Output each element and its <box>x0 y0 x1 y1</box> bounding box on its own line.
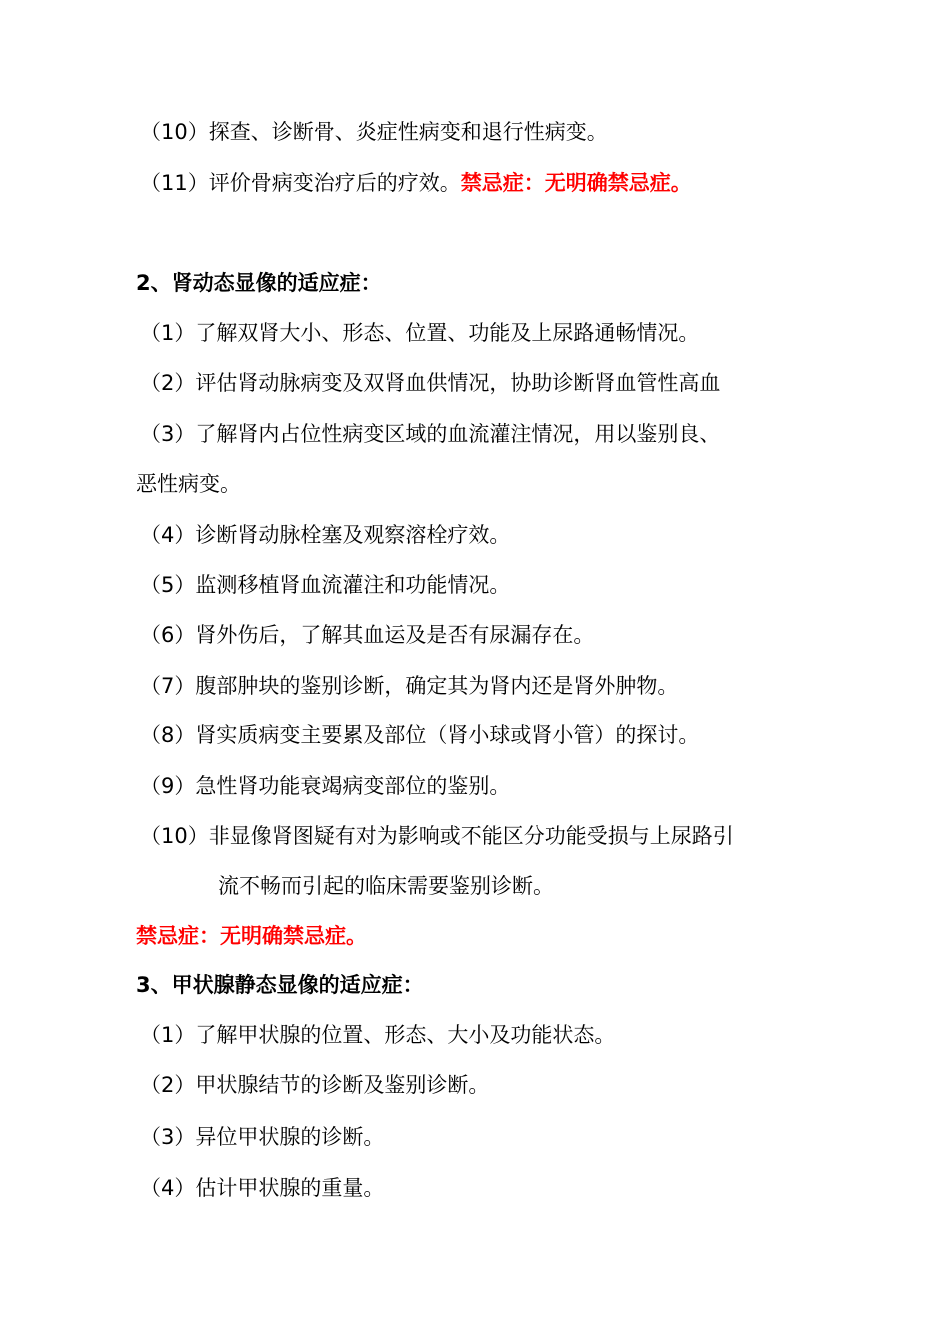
s2-item-3: （3）了解肾内占位性病变区域的血流灌注情况，用以鉴别良、 <box>140 422 721 446</box>
s2-item-10: （10）非显像肾图疑有对为影响或不能区分功能受损与上尿路引 <box>140 824 734 848</box>
s3-item-1: （1）了解甲状腺的位置、形态、大小及功能状态。 <box>140 1023 616 1047</box>
s3-item-3: （3）异位甲状腺的诊断。 <box>140 1125 385 1149</box>
s2-item-9: （9）急性肾功能衰竭病变部位的鉴别。 <box>140 774 511 798</box>
s2-item-8: （8）肾实质病变主要累及部位（肾小球或肾小管）的探讨。 <box>140 723 700 747</box>
s3-item-4: （4）估计甲状腺的重量。 <box>140 1176 385 1200</box>
s1-item-10: （10）探查、诊断骨、炎症性病变和退行性病变。 <box>140 120 608 144</box>
s2-item-2: （2）评估肾动脉病变及双肾血供情况，协助诊断肾血管性高血 <box>140 371 721 395</box>
s3-item-2: （2）甲状腺结节的诊断及鉴别诊断。 <box>140 1073 490 1097</box>
s2-item-3-cont: 恶性病变。 <box>136 472 241 496</box>
s1-contraindication: 禁忌症：无明确禁忌症。 <box>460 171 692 195</box>
s2-item-1: （1）了解双肾大小、形态、位置、功能及上尿路通畅情况。 <box>140 321 700 345</box>
s3-heading: 3、甲状腺静态显像的适应症： <box>136 973 424 997</box>
s2-item-4: （4）诊断肾动脉栓塞及观察溶栓疗效。 <box>140 523 511 547</box>
s2-item-6: （6）肾外伤后，了解其血运及是否有尿漏存在。 <box>140 623 595 647</box>
s2-heading: 2、肾动态显像的适应症： <box>136 271 382 295</box>
s2-item-5: （5）监测移植肾血流灌注和功能情况。 <box>140 573 511 597</box>
s2-item-10-cont: 流不畅而引起的临床需要鉴别诊断。 <box>218 874 554 898</box>
s2-contraindication: 禁忌症：无明确禁忌症。 <box>136 924 367 948</box>
s1-item-11-row <box>140 168 692 198</box>
s2-item-7: （7）腹部肿块的鉴别诊断，确定其为肾内还是肾外肿物。 <box>140 674 679 698</box>
s1-item-11: （11）评价骨病变治疗后的疗效。 <box>140 171 461 195</box>
